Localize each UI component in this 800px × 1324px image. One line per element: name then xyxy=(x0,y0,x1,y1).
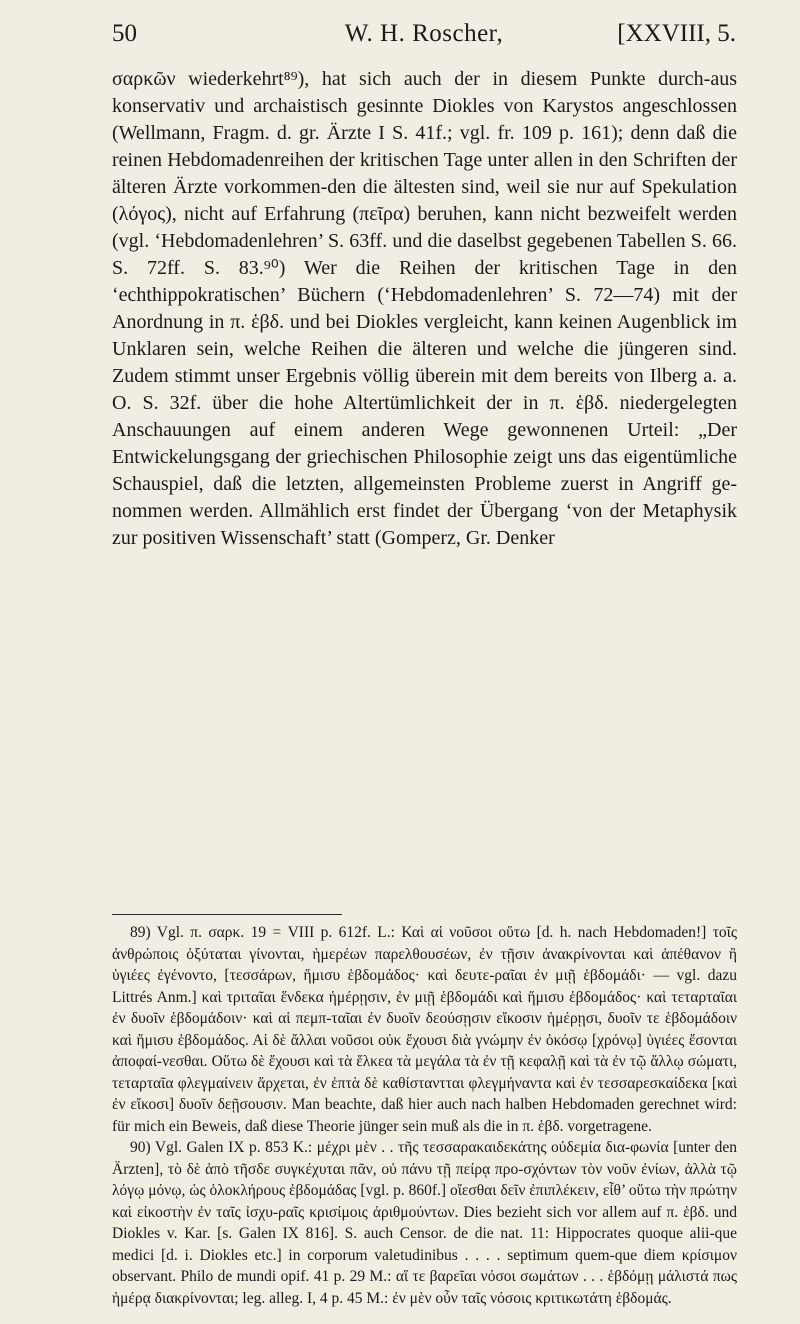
running-author: W. H. Roscher, xyxy=(344,20,504,47)
footnote-90: 90) Vgl. Galen IX p. 853 K.: μέχρι μὲν . . τῆς τεσσαρακαιδεκάτης οὐδεμία δια-φωνία [unter den Ärzten], τὸ δὲ ἀπὸ τῆσδε συγκέχυται πᾶν, οὐ πάνυ τῇ πείρᾳ προ-σχόντων τὸν νοῦν ἐνίων, ἀλλὰ τῷ λόγῳ μόνῳ, ὡς ὁλοκλήρους ἑβδομάδας [vgl. p. 860f.] οἴεσθαι δεῖν ἐπιπλέκειν, εἶθ’ οὕτω τὴν πρώτην καὶ εἰκοστὴν ἐν ταῖς ἰσχυ-ραῖς κρισίμοις ἀριθμούντων. Dies bezieht sich vor allem auf π. ἑβδ. und Diokles v. Kar. [s. Galen IX 816]. S. auch Censor. de die nat. 11: Hippocrates quoque alii-que medici [d. i. Diokles etc.] in corporum valetudinibus . . . . septimum quem-que diem κρίσιμον observant. Philo de mundi opif. 41 p. 29 M.: αἵ τε βαρεῖαι νόσοι σωμάτων . . . ἑβδόμῃ μάλιστά πως ἡμέρᾳ διακρίνονται; leg. alleg. I, 4 p. 45 M.: ἐν μὲν οὖν ταῖς νόσοις κριτικωτάτη ἑβδομάς. xyxy=(112,1139,737,1307)
section-reference: [XXVIII, 5. xyxy=(617,20,736,47)
footnote-separator xyxy=(112,914,342,915)
page-number: 50 xyxy=(112,20,137,47)
main-text-block xyxy=(112,66,737,552)
footnotes xyxy=(112,922,737,1309)
main-paragraph: σαρκῶν wiederkehrt⁸⁹), hat sich auch der in diesem Punkte durch-aus konservativ und archaistisch gesinnte Diokles von Karystos angeschlossen (Wellmann, Fragm. d. gr. Ärzte I S. 41f.; vgl. fr. 109 p. 161); denn daß die reinen Hebdomadenreihen der kritischen Tage unter allen in den Schriften der älteren Ärzte vorkommen-den die ältesten sind, weil sie nur auf Spekulation (λόγος), nicht auf Erfahrung (πεῖρα) beruhen, kann nicht bezweifelt werden (vgl. ‘Hebdomadenlehren’ S. 63ff. und die daselbst gegebenen Tabellen S. 66. S. 72ff. S. 83.⁹⁰) Wer die Reihen der kritischen Tage in den ‘echthippokratischen’ Büchern (‘Hebdomadenlehren’ S. 72—74) mit der Anordnung in π. ἑβδ. und bei Diokles vergleicht, kann keinen Augenblick im Unklaren sein, welche Reihen die älteren und welche die jüngeren sind. Zudem stimmt unser Ergebnis völlig überein mit dem bereits von Ilberg a. a. O. S. 32f. über die hohe Altertümlichkeit der in π. ἑβδ. niedergelegten Anschauungen auf einem anderen Wege gewonnenen Urteil: „Der Entwickelungsgang der griechischen Philosophie zeigt uns das eigentümliche Schauspiel, daß die letzten, allgemeinsten Probleme zuerst in Angriff ge-nommen werden. Allmählich erst findet der Übergang ‘von der Metaphysik zur positiven Wissenschaft’ statt (Gomperz, Gr. Denker xyxy=(112,68,737,549)
running-header xyxy=(112,20,736,54)
footnote-89: 89) Vgl. π. σαρκ. 19 = VIII p. 612f. L.: Καὶ αἱ νοῦσοι οὕτω [d. h. nach Hebdomaden!] τοῖς ἀνθρώποις ὀξύταται γίνονται, ἡμερέων παρελθουσέων, ἐν τῇσιν ἀνακρίνονται καὶ ἀπέθανον ἢ ὑγιέες ἐγένοντο, [τεσσάρων, ἥμισυ ἑβδομάδος· καὶ δευτε-ραῖαι ἐν μιῇ ἑβδομάδι· — vgl. dazu Littrés Anm.] καὶ τριταῖαι ἕνδεκα ἡμέρῃσιν, ἐν μιῇ ἑβδομάδι καὶ ἥμισυ ἑβδομάδος· καὶ τεταρταῖαι ἐν δυοῖν ἑβδομάδοιν· καὶ αἱ πεμπ-ταῖαι ἐν δυοῖν δεούσῃσιν εἴκοσιν ἡμέρῃσι, δυοῖν τε ἑβδομάδοιν καὶ ἥμισυ ἑβδομάδος. Αἱ δὲ ἄλλαι νοῦσοι οὐκ ἔχουσι διὰ γνώμην ἐν ὁκόσῳ [χρόνῳ] ὑγιέες ἔσονται ἀποφαί-νεσθαι. Οὕτω δὲ ἔχουσι καὶ τὰ ἕλκεα τὰ μεγάλα τὰ ἐν τῇ κεφαλῇ καὶ τὰ ἐν τῷ ἄλλῳ σώματι, τεταρταῖα φλεγμαίνειν ἄρχεται, ἐν ἑπτὰ δὲ καθίσταντται φλεγμήναντα καὶ ἐν τεσσαρεσκαίδεκα [καὶ ἐν εἴκοσι] δυοῖν δεῇσουσιν. Man beachte, daß hier auch nach halben Hebdomaden gerechnet wird: für mich ein Beweis, daß diese Theorie jünger sein muß als die in π. ἑβδ. vorgetragene. xyxy=(112,924,737,1135)
